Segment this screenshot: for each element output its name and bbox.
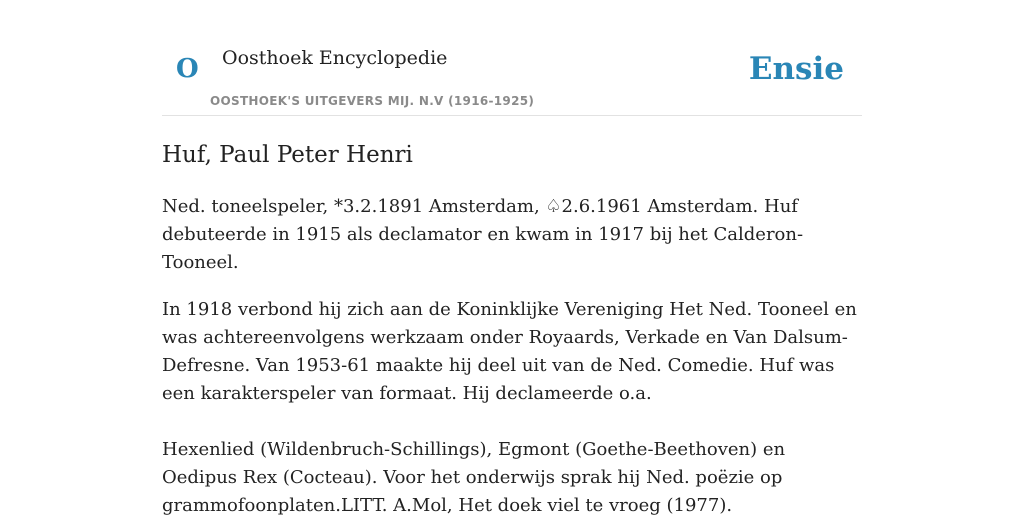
logo-icon[interactable]: O [176, 54, 199, 84]
article-title: Huf, Paul Peter Henri [162, 142, 413, 168]
site-header [162, 0, 862, 116]
site-title[interactable]: Oosthoek Encyclopedie [222, 47, 448, 69]
article-paragraph: Hexenlied (Wildenbruch-Schillings), Egmont (Goethe-Beethoven) en Oedipus Rex (Cocteau). Voor het onderwijs sprak hij Ned. poëzie op grammofoonplaten.LITT. A.Mol, Het doek viel te vroeg (1977). [162, 439, 786, 516]
article [162, 140, 862, 520]
article-paragraph: Ned. toneelspeler, *3.2.1891 Amsterdam, ♤2.6.1961 Amsterdam. Huf debuteerde in 1915 als declamator en kwam in 1917 bij het Calderon-Tooneel. [162, 196, 804, 273]
ensie-brand-link[interactable]: Ensie [748, 51, 844, 87]
source-subtitle: OOSTHOEK'S UITGEVERS MIJ. N.V (1916-1925) [210, 94, 535, 108]
article-paragraph: In 1918 verbond hij zich aan de Koninklijke Vereniging Het Ned. Tooneel en was achtereenvolgens werkzaam onder Royaards, Verkade en Van Dalsum-Defresne. Van 1953-61 maakte hij deel uit van de Ned. Comedie. Huf was een karakterspeler van formaat. Hij declameerde o.a. [162, 299, 857, 404]
page [162, 0, 862, 520]
